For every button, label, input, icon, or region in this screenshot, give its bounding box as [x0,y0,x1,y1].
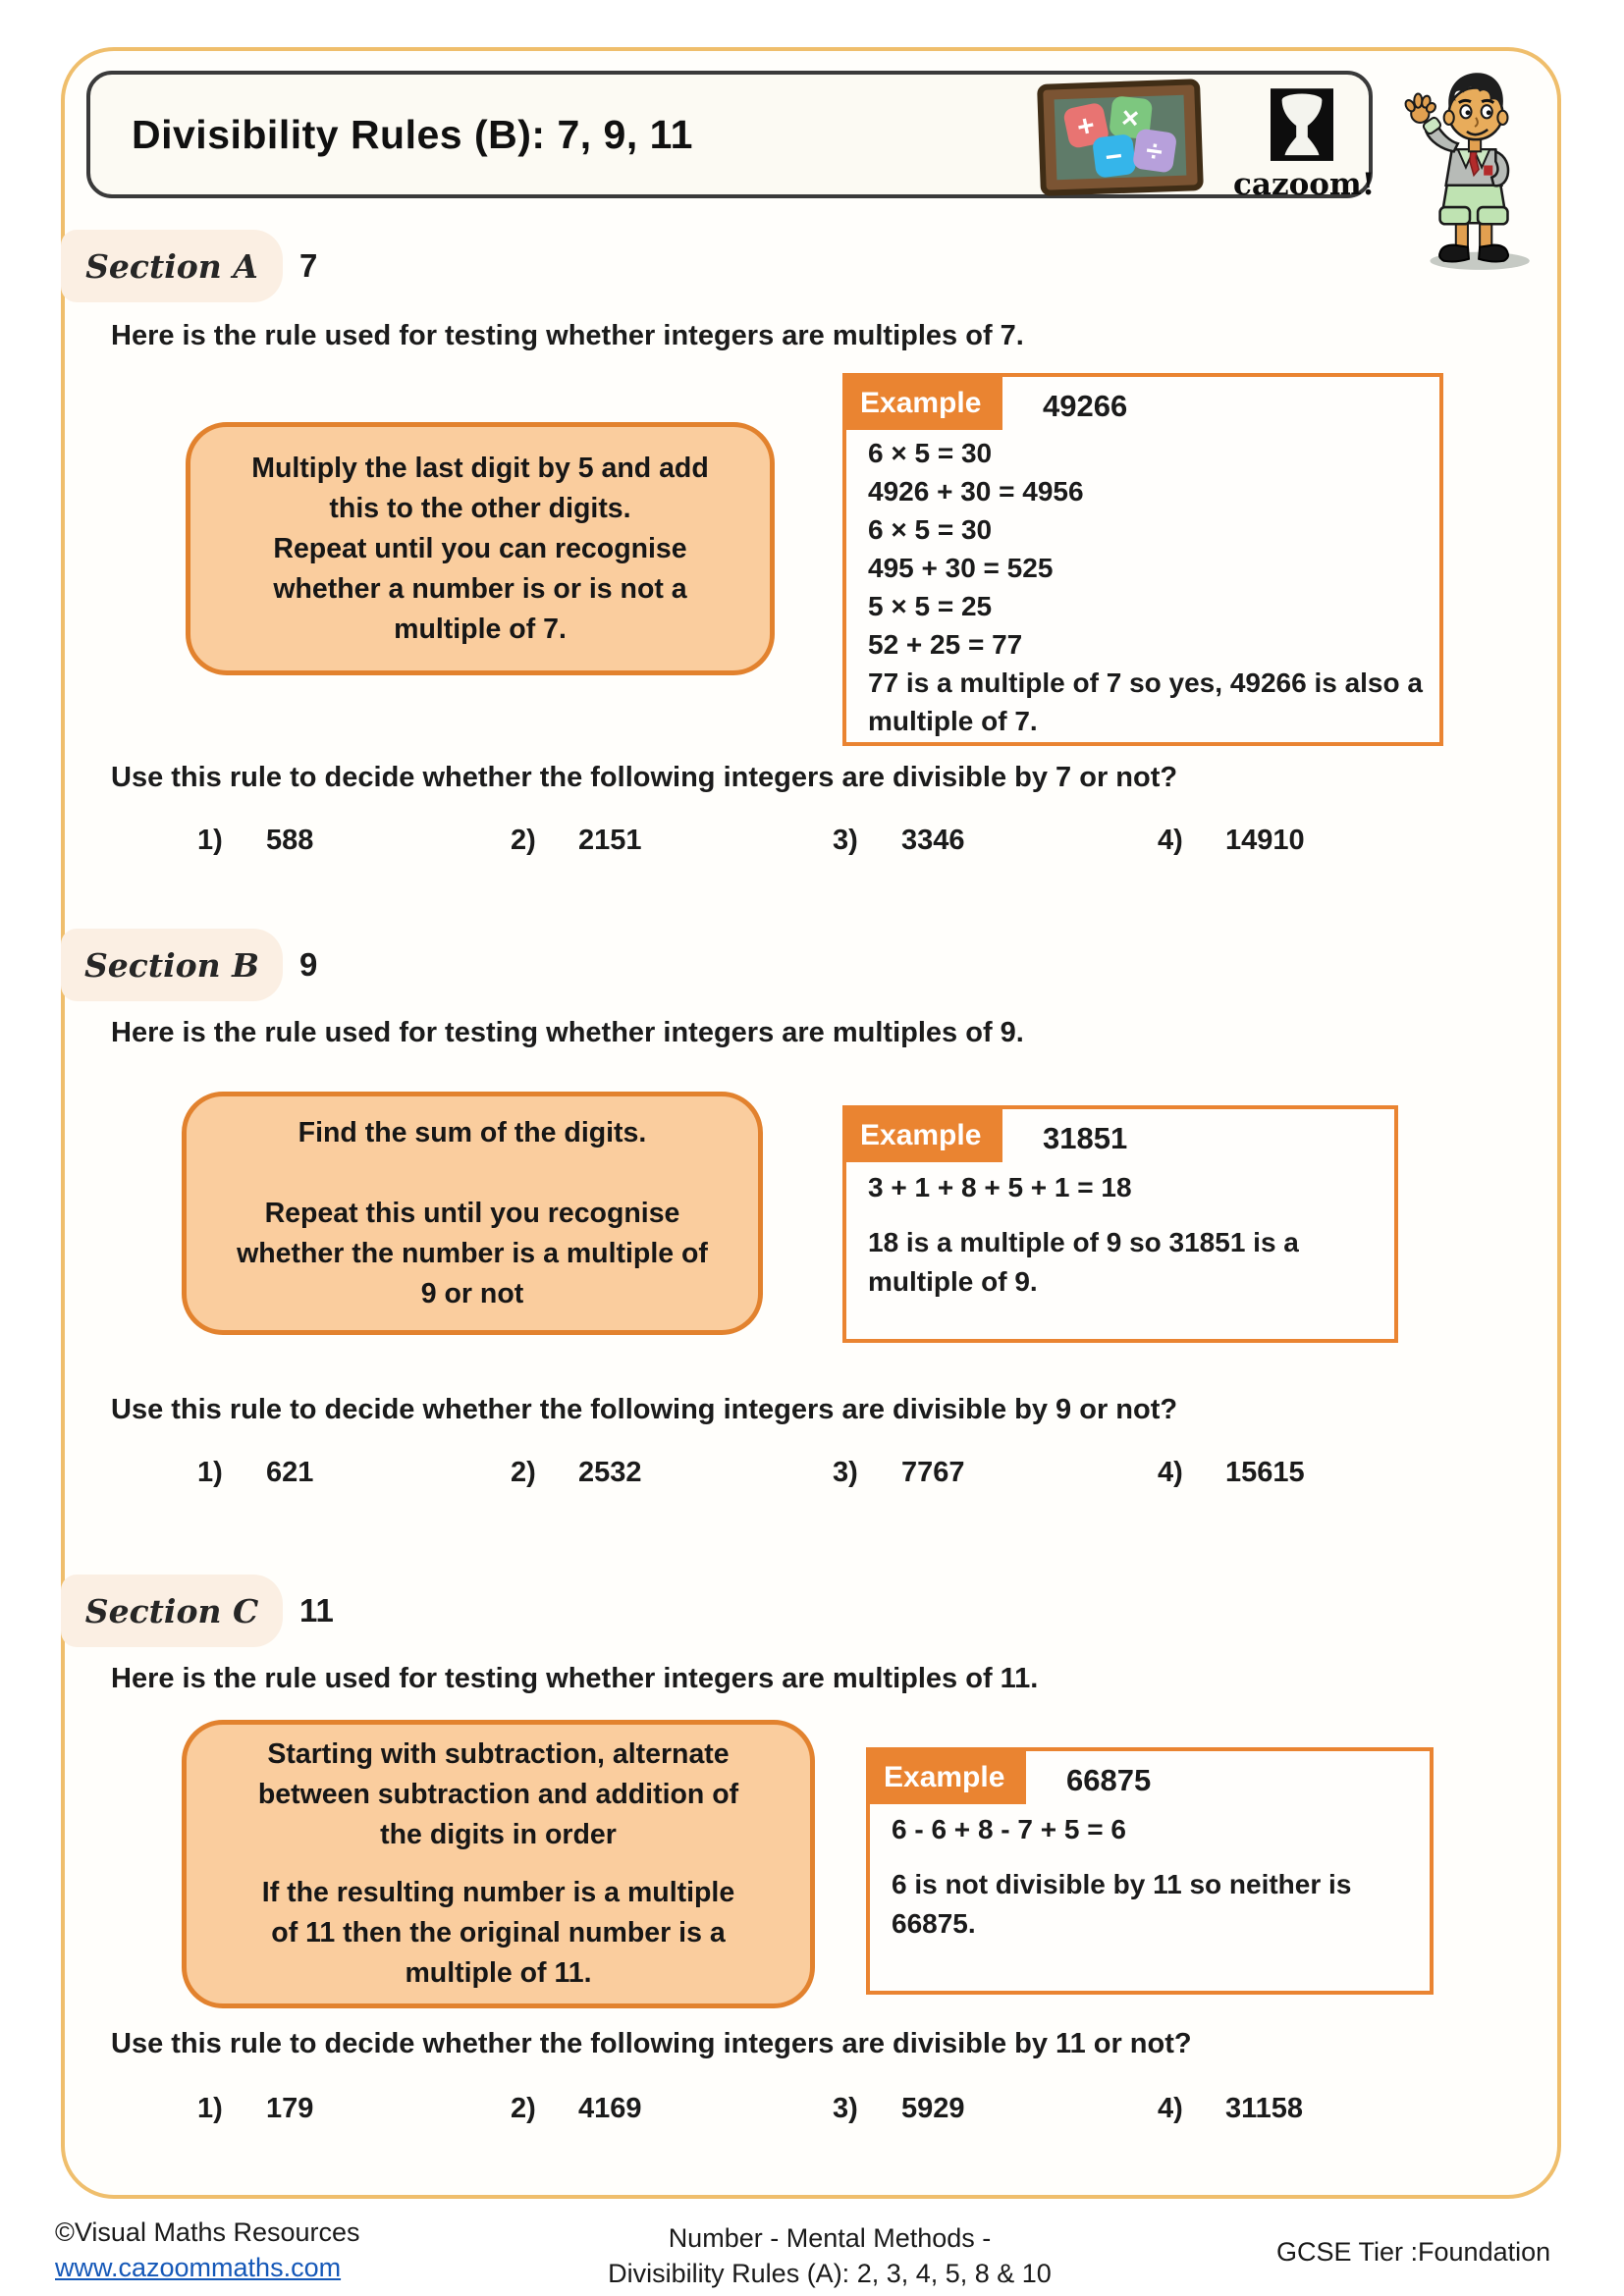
item-value: 621 [266,1457,314,1488]
rule-text-line: this to the other digits. [329,492,631,524]
example-number: 49266 [1043,389,1128,423]
rule-text-line: whether a number is or is not a [273,572,687,605]
section-b-label: Section B [83,945,260,985]
example-step: 6 × 5 = 30 [868,514,993,545]
example-tag: Example [846,377,1002,430]
section-b-number: 9 [299,946,318,983]
section-c-intro: Here is the rule used for testing whether integers are multiples of 11. [111,1663,1039,1694]
cazoom-logo [1233,88,1376,202]
example-number: 31851 [1043,1121,1128,1155]
item-number: 3) [833,825,858,856]
rule-text-line: of 11 then the original number is a [271,1917,726,1949]
section-b-pill [61,929,283,1001]
example-step: 4926 + 30 = 4956 [868,476,1084,507]
drum-icon [1271,88,1333,165]
rule-text-line: multiple of 11. [405,1957,592,1989]
rule-text-line: 9 or not [420,1277,524,1309]
item-value: 14910 [1225,825,1305,856]
section-b-intro: Here is the rule used for testing whether integers are multiples of 9. [111,1017,1024,1048]
svg-text:+: + [1073,108,1098,144]
example-step: 6 × 5 = 30 [868,438,993,468]
section-c-example-box [866,1747,1434,1995]
example-conclusion: 18 is a multiple of 9 so 31851 is a multiple of 9. [868,1227,1299,1297]
item-value: 15615 [1225,1457,1305,1488]
item-number: 3) [833,1457,858,1488]
item-value: 4169 [578,2093,642,2124]
section-a-question: Use this rule to decide whether the following integers are divisible by 7 or not? [111,762,1178,793]
example-step: 52 + 25 = 77 [868,629,1023,660]
item-number: 2) [511,2093,536,2124]
section-a-rule-box [186,422,775,675]
example-number: 66875 [1066,1763,1152,1797]
section-c-items [0,2093,1624,2132]
item-number: 1) [197,825,223,856]
example-step: 6 - 6 + 8 - 7 + 5 = 6 [892,1814,1126,1844]
item-value: 3346 [901,825,965,856]
item-number: 1) [197,1457,223,1488]
rule-text-line: the digits in order [380,1819,617,1850]
item-value: 7767 [901,1457,965,1488]
section-b-example-box [842,1105,1398,1343]
footer-left [55,2215,360,2285]
mascot-boy-illustration [1396,57,1545,273]
rule-text-gap [187,1153,758,1194]
rule-text-line: between subtraction and addition of [257,1779,739,1810]
svg-text:÷: ÷ [1144,133,1164,169]
item-value: 179 [266,2093,314,2124]
item-value: 2151 [578,825,642,856]
svg-text:−: − [1103,139,1125,175]
item-number: 4) [1158,825,1183,856]
item-number: 3) [833,2093,858,2124]
page-title: Divisibility Rules (B): 7, 9, 11 [132,111,693,157]
rule-text-line: If the resulting number is a multiple [261,1877,735,1908]
item-number: 2) [511,1457,536,1488]
rule-text-line: whether the number is a multiple of [237,1237,708,1269]
brand-text: cazoom! [1233,167,1376,202]
example-working [892,1810,1418,1959]
section-c-question: Use this rule to decide whether the following integers are divisible by 11 or not? [111,2028,1192,2059]
section-b-items [0,1457,1624,1496]
section-c-number: 11 [299,1592,334,1629]
rule-text-line: Find the sum of the digits. [298,1116,647,1148]
example-working [868,1168,1382,1317]
example-step: 495 + 30 = 525 [868,553,1054,583]
section-a-label: Section A [85,246,258,286]
item-value: 31158 [1225,2093,1304,2124]
rule-text-line: multiple of 7. [394,613,567,645]
section-b-question: Use this rule to decide whether the following integers are divisible by 9 or not? [111,1394,1178,1425]
copyright-text: ©Visual Maths Resources [55,2217,360,2247]
example-conclusion: 77 is a multiple of 7 so yes, 49266 is also a multiple of 7. [868,667,1423,736]
section-c-pill [61,1575,283,1647]
section-a-example-box [842,373,1443,746]
rule-text-line: Multiply the last digit by 5 and add [251,452,709,484]
svg-text:×: × [1119,101,1141,136]
section-c-label: Section C [84,1591,259,1630]
section-b-rule-box [182,1092,763,1335]
example-tag: Example [846,1109,1002,1162]
item-number: 4) [1158,1457,1183,1488]
example-step: 5 × 5 = 25 [868,591,993,621]
section-a-number: 7 [299,247,318,284]
footer-center [555,2220,1105,2291]
item-number: 4) [1158,2093,1183,2124]
rule-text-gap [187,1855,810,1873]
example-tag: Example [870,1751,1026,1804]
section-c-rule-box [182,1720,815,2008]
chalkboard-math-icon [1035,76,1206,201]
tier-label: GCSE Tier :Foundation [1276,2237,1551,2267]
item-number: 2) [511,825,536,856]
rule-text-line: Starting with subtraction, alternate [267,1738,730,1770]
section-a-intro: Here is the rule used for testing whether integers are multiples of 7. [111,320,1024,351]
rule-text-line: Repeat until you can recognise [273,532,687,564]
item-number: 1) [197,2093,223,2124]
item-value: 5929 [901,2093,965,2124]
item-value: 2532 [578,1457,642,1488]
section-a-items [0,825,1624,864]
rule-text-line: Repeat this until you recognise [264,1197,680,1229]
section-a-pill [61,230,283,302]
topic-line-1: Number - Mental Methods - [668,2223,992,2253]
example-working [868,434,1428,740]
topic-line-2: Divisibility Rules (A): 2, 3, 4, 5, 8 & 10 [608,2259,1052,2288]
website-link[interactable]: www.cazoommaths.com [55,2253,342,2282]
item-value: 588 [266,825,314,856]
example-step: 3 + 1 + 8 + 5 + 1 = 18 [868,1172,1132,1202]
example-conclusion: 6 is not divisible by 11 so neither is 66875. [892,1869,1352,1939]
